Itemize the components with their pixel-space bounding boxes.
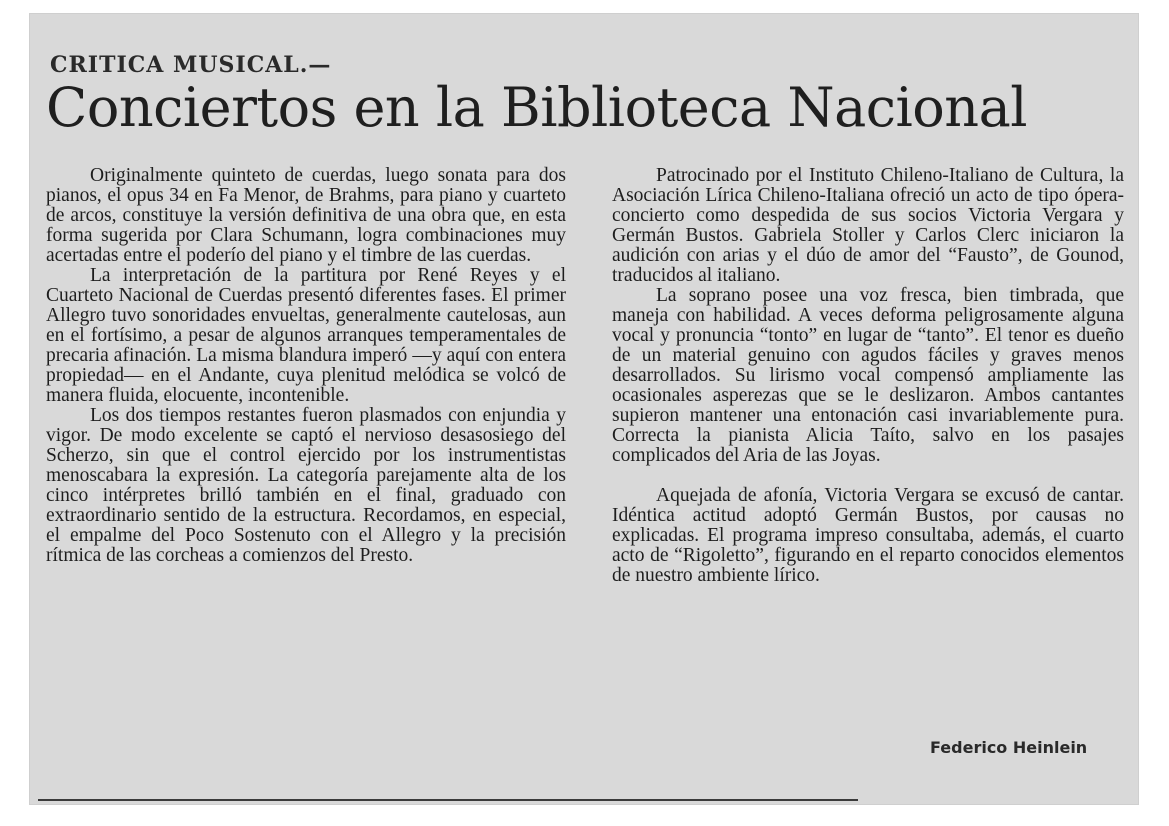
paragraph: Aquejada de afonía, Victoria Vergara se excusó de cantar. Idéntica actitud adoptó Germán Bustos, por causas no explicadas. El programa impreso consultaba, además, el cuarto acto de “Rigoletto”, figurando en el reparto conocidos elementos de nuestro ambiente lírico.: [612, 485, 1124, 586]
paragraph: Los dos tiempos restantes fueron plasmados con enjundia y vigor. De modo excelente se captó el nervioso desasosiego del Scherzo, sin que el control ejercido por los instrumentistas menoscabara la expresión. La categoría parejamente alta de los cinco intérpretes brilló también en el final, graduado con extraordinario sentido de la estructura. Recordamos, en especial, el empalme del Poco Sostenuto con el Allegro y la precisión rítmica de las corcheas a comienzos del Presto.: [46, 405, 566, 566]
right-column: [612, 166, 1124, 586]
bottom-rule: [38, 799, 858, 801]
paragraph: Patrocinado por el Instituto Chileno-Italiano de Cultura, la Asociación Lírica Chileno-Italiana ofreció un acto de tipo ópera-concierto como despedida de sus socios Victoria Vergara y Germán Bustos. Gabriela Stoller y Carlos Clerc iniciaron la audición con arias y el dúo de amor del “Fausto”, de Gounod, traducidos al italiano.: [612, 165, 1124, 286]
section-kicker: CRITICA MUSICAL.—: [50, 52, 332, 78]
newspaper-clipping: [30, 14, 1138, 804]
left-column: [46, 166, 566, 566]
paragraph: Originalmente quinteto de cuerdas, luego sonata para dos pianos, el opus 34 en Fa Menor, de Brahms, para piano y cuarteto de arcos, constituye la versión definitiva de una obra que, en esta forma sugerida por Clara Schumann, logra combinaciones muy acertadas entre el poderío del piano y el timbre de las cuerdas.: [46, 165, 566, 266]
paragraph: La interpretación de la partitura por René Reyes y el Cuarteto Nacional de Cuerdas presentó diferentes fases. El primer Allegro tuvo sonoridades envueltas, generalmente cautelosas, aun en el fortísimo, a pesar de algunos arranques temperamentales de precaria afinación. La misma blandura imperó —y aquí con entera propiedad— en el Andante, cuya plenitud melódica se volcó de manera fluida, elocuente, incontenible.: [46, 265, 566, 406]
paragraph: La soprano posee una voz fresca, bien timbrada, que maneja con habilidad. A veces deforma peligrosamente alguna vocal y pronuncia “tonto” en lugar de “tanto”. El tenor es dueño de un material genuino con agudos fáciles y graves menos desarrollados. Su lirismo vocal compensó ampliamente las ocasionales asperezas que se le deslizaron. Ambos cantantes supieron mantener una entonación casi invariablemente pura. Correcta la pianista Alicia Taíto, salvo en los pasajes complicados del Aria de las Joyas.: [612, 285, 1124, 466]
author-byline: Federico Heinlein: [930, 738, 1088, 757]
article-headline: Conciertos en la Biblioteca Nacional: [46, 76, 1028, 139]
